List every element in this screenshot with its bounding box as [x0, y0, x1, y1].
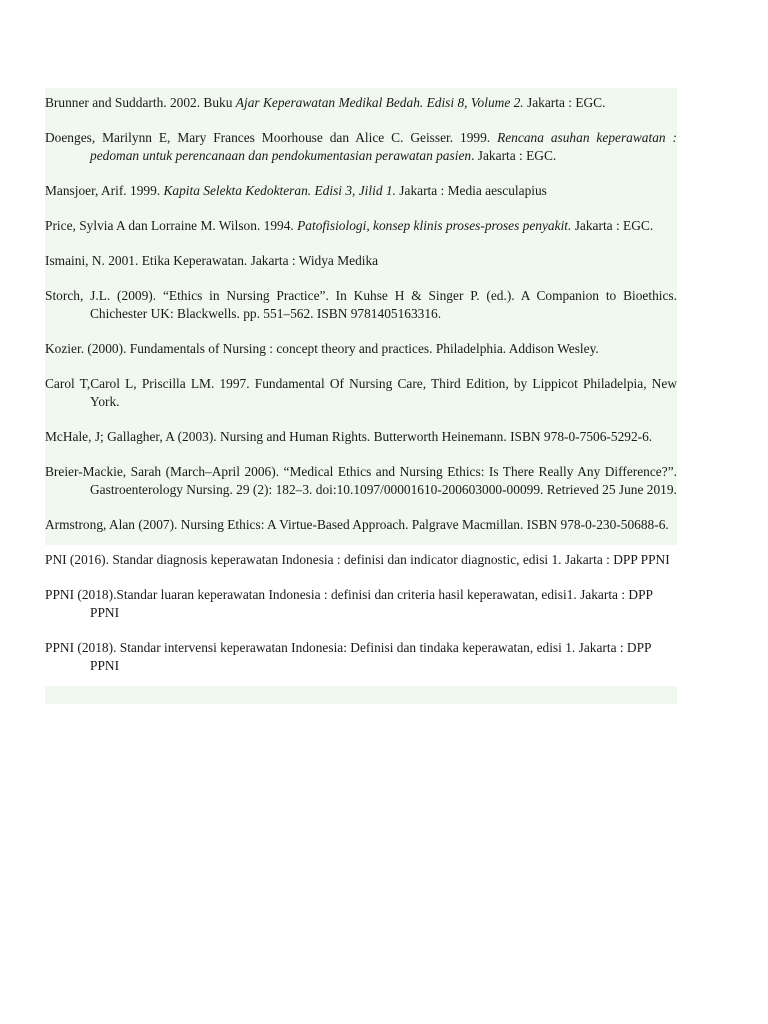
reference-entry	[45, 246, 677, 281]
reference-entry	[45, 545, 677, 580]
reference-text: PPNI (2018).Standar luaran keperawatan Indonesia : definisi dan criteria hasil keperawatan, edisi1. Jakarta : DPP PPNI	[45, 587, 653, 620]
reference-text-tail: Jakarta : Media aesculapius	[395, 183, 547, 198]
reference-entry	[45, 281, 677, 334]
reference-text: Mansjoer, Arif. 1999.	[45, 183, 164, 198]
reference-text-tail: . Jakarta : EGC.	[471, 148, 557, 163]
reference-text-tail: Jakarta : EGC.	[523, 95, 606, 110]
reference-text: PPNI (2018). Standar intervensi keperawatan Indonesia: Definisi dan tindaka keperawatan, edisi 1. Jakarta : DPP PPNI	[45, 640, 652, 673]
reference-entry	[45, 123, 677, 176]
reference-title: Kapita Selekta Kedokteran. Edisi 3, Jilid 1.	[163, 183, 396, 198]
reference-entry	[45, 88, 677, 123]
reference-text: Kozier. (2000). Fundamentals of Nursing : concept theory and practices. Philadelphia. Addison Wesley.	[45, 341, 599, 356]
reference-text: PNI (2016). Standar diagnosis keperawatan Indonesia : definisi dan indicator diagnostic, edisi 1. Jakarta : DPP PPNI	[45, 552, 670, 567]
reference-entry	[45, 580, 677, 633]
reference-title: Rencana asuhan keperawatan : pedoman untuk perencanaan dan pendokumentasian perawatan pasien	[90, 130, 677, 163]
reference-title: Ajar Keperawatan Medikal Bedah. Edisi 8, Volume 2.	[235, 95, 524, 110]
reference-text: Carol T,Carol L, Priscilla LM. 1997. Fundamental Of Nursing Care, Third Edition, by Lippicot Philadelpia, New York.	[45, 376, 677, 409]
shaded-tail	[45, 686, 677, 704]
reference-text: Breier-Mackie, Sarah (March–April 2006). “Medical Ethics and Nursing Ethics: Is There Really Any Difference?”. Gastroenterology Nursing. 29 (2): 182–3. doi:10.1097/00001610-200603000-00099. Retrieved 25 June 2019.	[45, 464, 677, 497]
reference-entry	[45, 633, 677, 686]
reference-title: Patofisiologi, konsep klinis proses-proses penyakit.	[297, 218, 572, 233]
reference-text: Brunner and Suddarth. 2002. Buku	[45, 95, 236, 110]
reference-entry	[45, 369, 677, 422]
reference-entry	[45, 510, 677, 545]
reference-entry	[45, 176, 677, 211]
reference-text-tail: Jakarta : EGC.	[571, 218, 654, 233]
reference-entry	[45, 422, 677, 457]
reference-text: Price, Sylvia A dan Lorraine M. Wilson. 1994.	[45, 218, 298, 233]
reference-text: McHale, J; Gallagher, A (2003). Nursing and Human Rights. Butterworth Heinemann. ISBN 978-0-7506-5292-6.	[45, 429, 653, 444]
reference-list	[45, 88, 677, 704]
reference-text: Storch, J.L. (2009). “Ethics in Nursing Practice”. In Kuhse H & Singer P. (ed.). A Companion to Bioethics. Chichester UK: Blackwells. pp. 551–562. ISBN 9781405163316.	[45, 288, 677, 321]
reference-text: Doenges, Marilynn E, Mary Frances Moorhouse dan Alice C. Geisser. 1999.	[45, 130, 498, 145]
reference-entry	[45, 211, 677, 246]
reference-entry	[45, 334, 677, 369]
reference-text: Armstrong, Alan (2007). Nursing Ethics: A Virtue-Based Approach. Palgrave Macmillan. ISBN 978-0-230-50688-6.	[45, 517, 669, 532]
reference-text: Ismaini, N. 2001. Etika Keperawatan. Jakarta : Widya Medika	[45, 253, 379, 268]
reference-entry	[45, 457, 677, 510]
